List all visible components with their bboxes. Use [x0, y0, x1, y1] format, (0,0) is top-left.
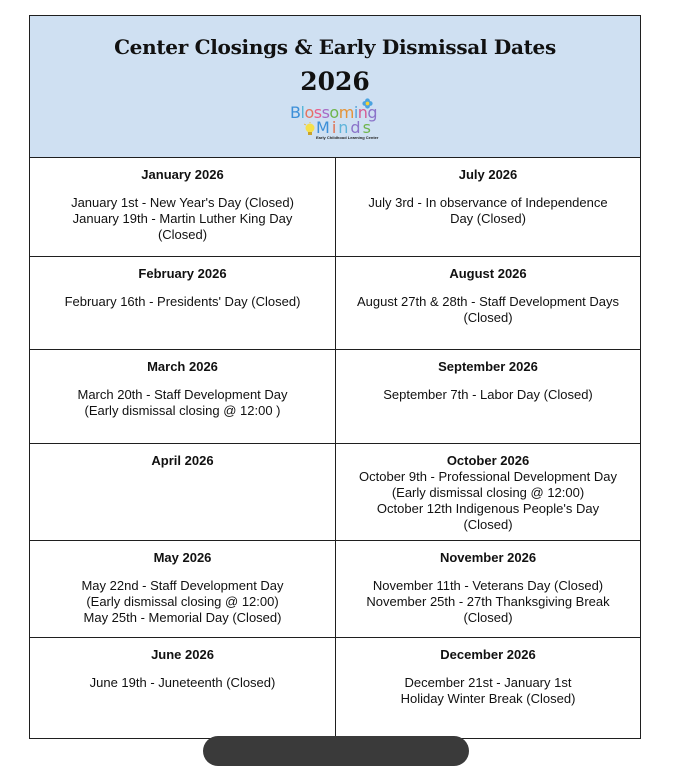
lightbulb-icon — [304, 122, 316, 136]
month-cell — [336, 350, 640, 443]
event-list — [36, 387, 329, 419]
month-heading: August 2026 — [449, 266, 527, 281]
month-cell — [336, 257, 640, 349]
month-heading: June 2026 — [151, 647, 214, 662]
logo-line2: Minds — [316, 118, 373, 137]
month-heading: July 2026 — [458, 167, 518, 182]
table-row — [30, 350, 640, 444]
month-heading: April 2026 — [151, 453, 214, 468]
event-list — [342, 469, 634, 533]
event-list — [36, 578, 329, 626]
month-heading: December 2026 — [440, 647, 536, 662]
logo-line1: Blossoming — [290, 103, 378, 122]
month-cell — [336, 638, 640, 738]
table-row — [30, 158, 640, 257]
month-cell — [30, 257, 336, 349]
event-list — [36, 675, 329, 691]
event-list — [342, 387, 634, 403]
event-list — [342, 195, 634, 227]
month-cell — [336, 444, 640, 540]
month-heading: February 2026 — [138, 266, 227, 281]
month-heading: November 2026 — [439, 550, 537, 565]
month-cell — [30, 158, 336, 256]
event-list — [36, 294, 329, 310]
month-heading: March 2026 — [147, 359, 218, 374]
event-list — [342, 675, 634, 707]
event-item: (Closed) — [463, 517, 513, 532]
table-row — [30, 638, 640, 738]
event-item: January 1st - New Year's Day (Closed) — [71, 195, 294, 210]
event-item: February 16th - Presidents' Day (Closed) — [64, 294, 301, 309]
event-item: January 19th - Martin Luther King Day (Closed) — [72, 211, 293, 242]
event-item: November 25th - 27th Thanksgiving Break (Closed) — [366, 594, 610, 625]
event-item: (Early dismissal closing @ 12:00 ) — [84, 403, 281, 418]
month-heading: May 2026 — [153, 550, 212, 565]
event-item: August 27th & 28th - Staff Development Days (Closed) — [356, 294, 620, 325]
table-row — [30, 541, 640, 638]
table-row — [30, 257, 640, 350]
event-item: October 12th Indigenous People's Day — [376, 501, 600, 516]
event-item: November 11th - Veterans Day (Closed) — [372, 578, 604, 593]
event-list — [36, 195, 329, 243]
event-item: June 19th - Juneteenth (Closed) — [89, 675, 276, 690]
event-list — [342, 294, 634, 326]
month-cell — [30, 638, 336, 738]
event-item: May 25th - Memorial Day (Closed) — [83, 610, 282, 625]
month-cell — [30, 541, 336, 637]
month-heading: September 2026 — [438, 359, 538, 374]
event-item: (Early dismissal closing @ 12:00) — [391, 485, 585, 500]
document-title: Center Closings & Early Dismissal Dates — [114, 35, 556, 59]
closings-table — [29, 15, 641, 739]
logo-tagline: Early Childhood Learning Center — [316, 135, 379, 140]
month-cell — [336, 541, 640, 637]
event-list — [342, 578, 634, 626]
event-item: (Early dismissal closing @ 12:00) — [86, 594, 279, 609]
document-year: 2026 — [300, 67, 370, 96]
event-item: July 3rd - In observance of Independence Day (Closed) — [368, 195, 608, 226]
event-item: October 9th - Professional Development Day — [359, 469, 617, 484]
event-item: March 20th - Staff Development Day — [77, 387, 288, 402]
event-item: September 7th - Labor Day (Closed) — [383, 387, 593, 402]
event-item: December 21st - January 1st — [404, 675, 572, 690]
viewer-toolbar[interactable] — [203, 736, 469, 766]
blossoming-minds-logo — [280, 99, 390, 141]
month-cell — [30, 444, 336, 540]
event-item: Holiday Winter Break (Closed) — [400, 691, 576, 706]
table-row — [30, 444, 640, 541]
event-item: May 22nd - Staff Development Day — [81, 578, 284, 593]
month-cell — [336, 158, 640, 256]
month-heading: October 2026 — [446, 453, 530, 468]
month-cell — [30, 350, 336, 443]
month-heading: January 2026 — [141, 167, 224, 182]
table-header — [30, 16, 640, 158]
